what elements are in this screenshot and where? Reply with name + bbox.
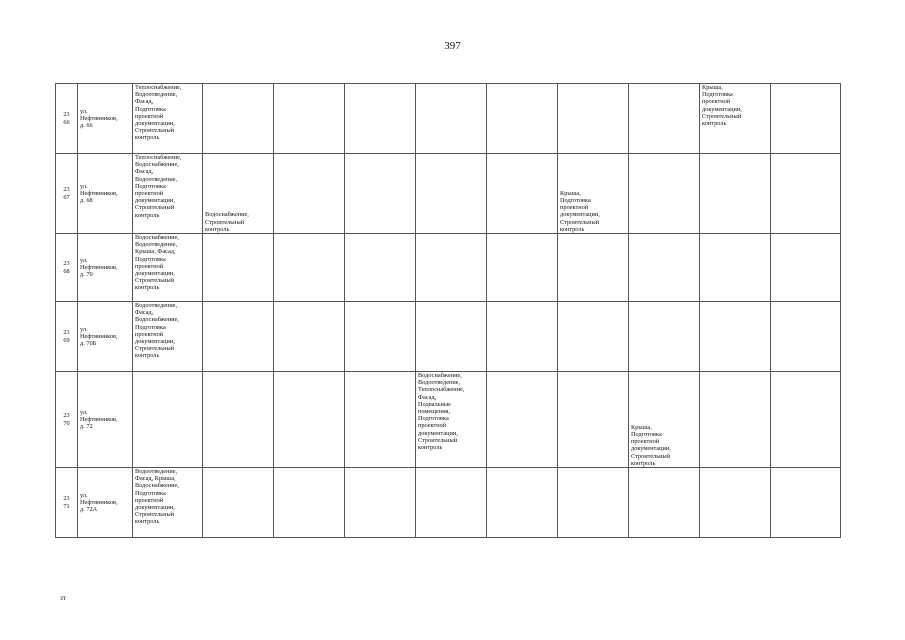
work-cell <box>487 302 558 372</box>
repair-schedule-table <box>55 83 841 538</box>
address-cell: ул. Нефтянников, д. 72А <box>78 468 133 538</box>
work-cell <box>700 234 771 302</box>
work-cell <box>416 468 487 538</box>
work-cell <box>274 302 345 372</box>
row-number: 23 67 <box>56 154 78 234</box>
row-number: 23 66 <box>56 84 78 154</box>
work-cell: Водоотведение, Фасад, Крыша, Водоснабжение, Подготовка проектной документации, Строительный контроль <box>133 468 203 538</box>
work-cell <box>558 372 629 468</box>
work-cell: Водоснабжение, Строительный контроль <box>203 154 274 234</box>
work-cell <box>203 234 274 302</box>
work-cell: Крыша, Подготовка проектной документации, Строительный контроль <box>558 154 629 234</box>
work-cell <box>771 234 841 302</box>
work-cell <box>771 84 841 154</box>
work-cell <box>487 372 558 468</box>
work-cell: Крыша, Подготовка проектной документации, Строительный контроль <box>629 372 700 468</box>
work-cell <box>274 154 345 234</box>
work-cell: Крыша, Подготовка проектной документации, Строительный контроль <box>700 84 771 154</box>
table-row <box>56 372 841 468</box>
row-number: 23 71 <box>56 468 78 538</box>
work-cell <box>345 302 416 372</box>
work-cell: Водоотведение, Фасад, Водоснабжение, Подготовка проектной документации, Строительный контроль <box>133 302 203 372</box>
footer-mark: зт <box>60 594 66 602</box>
work-cell <box>700 154 771 234</box>
work-cell: Теплоснабжение, Водоотведение, Фасад, Подготовка проектной документации, Строительный контроль <box>133 84 203 154</box>
work-cell <box>416 234 487 302</box>
work-cell <box>558 468 629 538</box>
work-cell: Водоснабжение, Водоотведение, Теплоснабжение, Фасад, Подвальные помещения, Подготовка проектной документации, Строительный контроль <box>416 372 487 468</box>
address-cell: ул. Нефтянников, д. 66 <box>78 84 133 154</box>
work-cell: Теплоснабжение, Водоснабжение, Фасад, Водоотведение, Подготовка проектной документации, Строительный контроль <box>133 154 203 234</box>
work-cell <box>416 84 487 154</box>
work-cell <box>203 468 274 538</box>
work-cell <box>203 372 274 468</box>
work-cell <box>558 234 629 302</box>
work-cell <box>345 234 416 302</box>
work-cell <box>203 84 274 154</box>
row-number: 23 70 <box>56 372 78 468</box>
work-cell <box>771 372 841 468</box>
work-cell <box>487 468 558 538</box>
work-cell <box>771 154 841 234</box>
work-cell <box>416 302 487 372</box>
work-cell <box>345 84 416 154</box>
work-cell <box>771 468 841 538</box>
table-row <box>56 234 841 302</box>
work-cell <box>416 154 487 234</box>
work-cell <box>558 302 629 372</box>
work-cell <box>345 154 416 234</box>
work-cell <box>274 372 345 468</box>
address-cell: ул. Нефтянников, д. 72 <box>78 372 133 468</box>
work-cell <box>700 468 771 538</box>
work-cell <box>629 234 700 302</box>
table-row <box>56 302 841 372</box>
work-cell <box>558 84 629 154</box>
table-row <box>56 468 841 538</box>
work-cell <box>771 302 841 372</box>
table-row <box>56 154 841 234</box>
work-cell <box>345 372 416 468</box>
work-cell <box>487 234 558 302</box>
work-cell <box>203 302 274 372</box>
row-number: 23 68 <box>56 234 78 302</box>
work-cell <box>487 84 558 154</box>
work-cell <box>700 372 771 468</box>
work-cell <box>274 84 345 154</box>
address-cell: ул. Нефтянников, д. 68 <box>78 154 133 234</box>
work-cell <box>700 302 771 372</box>
work-cell: Водоснабжение, Водоотведение, Крыша, Фасад, Подготовка проектной документации, Строительный контроль <box>133 234 203 302</box>
work-cell <box>629 302 700 372</box>
work-cell <box>133 372 203 468</box>
page-number: 397 <box>444 40 461 52</box>
work-cell <box>629 84 700 154</box>
address-cell: ул. Нефтянников, д. 70 <box>78 234 133 302</box>
work-cell <box>487 154 558 234</box>
address-cell: ул. Нефтянников, д. 70Б <box>78 302 133 372</box>
row-number: 23 69 <box>56 302 78 372</box>
work-cell <box>345 468 416 538</box>
table-row <box>56 84 841 154</box>
work-cell <box>274 234 345 302</box>
work-cell <box>629 154 700 234</box>
work-cell <box>629 468 700 538</box>
work-cell <box>274 468 345 538</box>
